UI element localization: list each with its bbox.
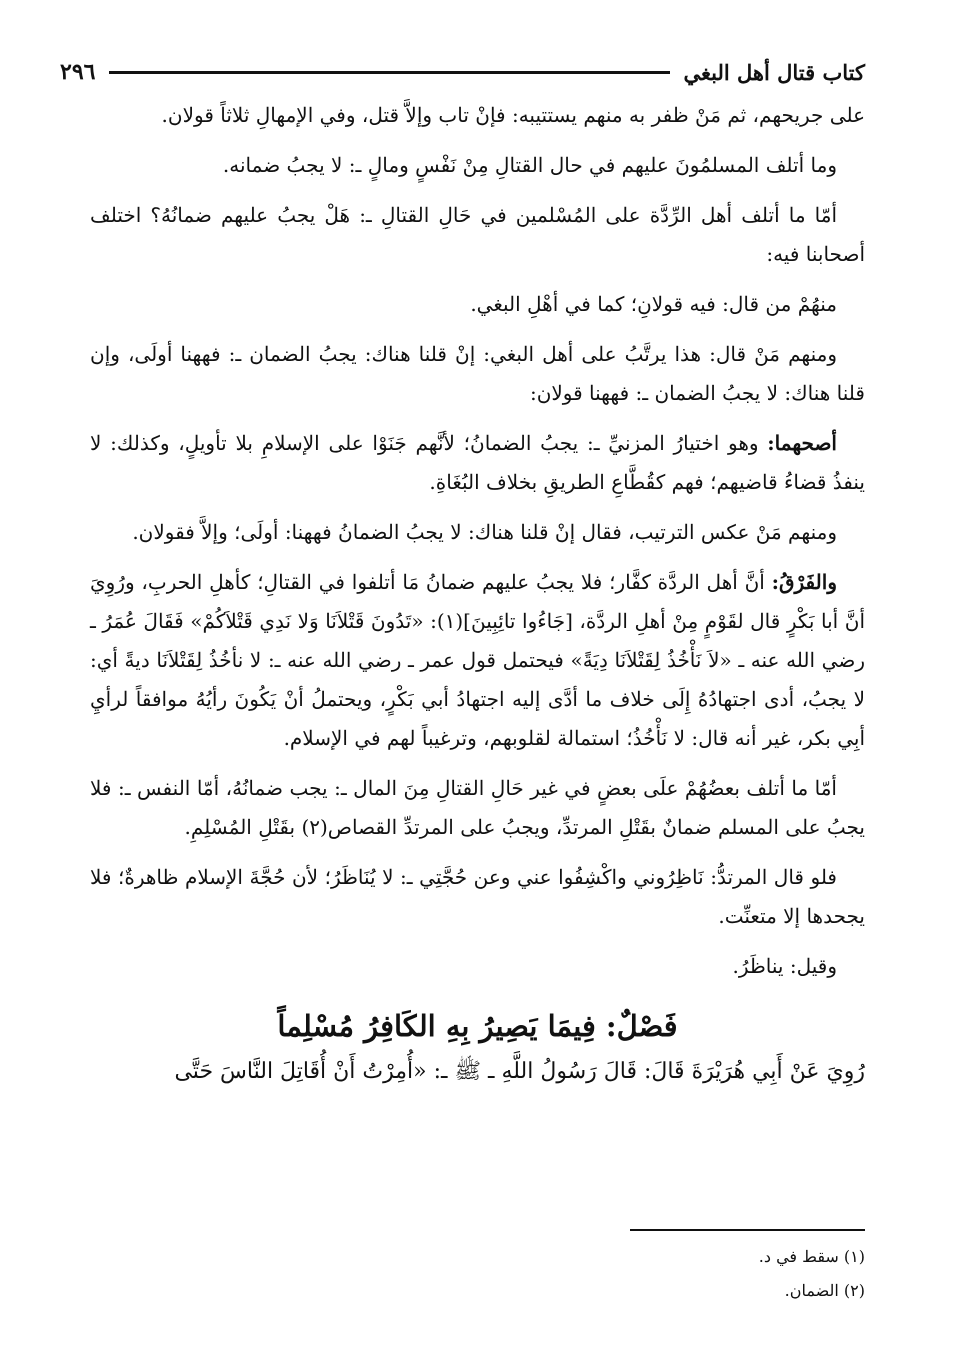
bold-lead-alfarq: والفَرْقُ: (771, 570, 837, 594)
running-header (60, 52, 865, 92)
paragraph-11: وقيل: يناظَرُ. (732, 954, 837, 978)
paragraph-1: على جريحهم، ثم مَنْ ظفر به منهم يستتيبه: فإنْ تاب وإلاَّ قتل، وفي الإمهالِ ثلاثاً قولان. (161, 103, 865, 127)
section-heading: فَصْلٌ: فِيمَا يَصِيرُ بِهِ الكَافِرُ مُسْلِماً (277, 1009, 678, 1043)
bold-lead-asahhuhuma: أصحهما: (767, 431, 837, 455)
paragraph-3: أمّا ما أتلف أهل الرِّدَّة على المُسْلمين في حَالِ القتالِ ـ: هَلْ يجبُ عليهم ضمانُهُ؟ اختلف أصحابنا فيه: (90, 203, 865, 266)
main-text (90, 96, 865, 1102)
paragraph-7: ومنهم مَنْ عكس الترتيب، فقال إنْ قلنا هناك: لا يجبُ الضمانُ فههنا: أولَى؛ وإلاَّ فقولان. (132, 520, 837, 544)
footnote-2: (٢) الضمان. (784, 1281, 865, 1300)
header-rule (109, 71, 669, 74)
paragraph-5: ومنهم مَنْ قال: هذا يرتَّبُ على أهل البغي: إنْ قلنا هناك: يجبُ الضمان ـ: فههنا أولَى، وإن قلنا هناك: لا يجبُ الضمان ـ: فههنا قولان: (90, 342, 865, 405)
footnotes (759, 1240, 865, 1308)
hadith-line: رُوِيَ عَنْ أَبِي هُرَيْرَةَ قَالَ: قَالَ رَسُولُ اللَّهِ ـ ﷺ ـ: «أُمِرْتُ أَنْ أُقَاتِلَ النَّاسَ حَتَّى (174, 1059, 865, 1084)
footnote-rule (630, 1229, 865, 1231)
paragraph-6 (90, 424, 865, 502)
footnote-1: (١) سقط في د. (758, 1247, 865, 1266)
page-number: ٢٩٦ (60, 59, 96, 85)
book-title: كتاب قتال أهل البغي (683, 59, 865, 85)
paragraph-2: وما أتلف المسلمُونَ عليهم في حال القتالِ مِنْ نَفْسٍ ومالٍ ـ: لا يجبُ ضمانه. (222, 153, 837, 177)
paragraph-8-text: أنَّ أهل الردَّة كفَّار؛ فلا يجبُ عليهم ضمانُ مَا أتلفوا في القتالِ؛ كأهلِ الحربِ، ورُوِيَ أنَّ أبا بَكْرٍ قال لقَوْمٍ مِنْ أهلِ الردَّة، [جَاءُوا تائِبِينَ](١): «تَدُونَ قَتْلاَنَا وَلا نَدِي قَتْلاَكُمْ» فَقَالَ عُمَرُ ـ رضي الله عنه ـ «لاَ نَأْخُذُ لِقَتْلاَنَا دِيَةً» فيحتمل قول عمر ـ رضي الله عنه ـ: لا نأخُذُ لِقَتْلاَنَا ديةً أي: لا يجبُ، أدى اجتهادُهُ إِلَى خلاف ما أدَّى إليه اجتهادُ أبي بَكْرٍ، ويحتملُ أنْ يَكُونَ رأيُهُ موافقاً لرأيِ أبِي بكر، غير أنه قال: لا نَأْخُذُ؛ استمالة لقلوبهم، وترغيباً لهم في الإسلام. (90, 570, 866, 750)
paragraph-9: أمّا ما أتلف بعضُهُمْ علَى بعضٍ في غير حَالِ القتالِ مِنَ المال ـ: يجب ضمانُهُ، أمّا النفس ـ: فلا يجبُ على المسلم ضمانٌ بقَتْلِ المرتدِّ، ويجبُ على المرتدِّ القصاص(٢) بقَتْلِ المُسْلِمِ. (90, 776, 865, 839)
paragraph-8 (90, 563, 865, 758)
paragraph-10: فلو قال المرتدُّ: نَاظِرُوني واكْشِفُوا عني وعن حُجَّتِي ـ: لا يُنَاظَرُ؛ لأن حُجَّةَ الإسلام ظاهرةٌ؛ فلا يجحدها إلا متعنِّت. (90, 865, 865, 928)
paragraph-6-text: وهو اختيارُ المزنيِّ ـ: يجبُ الضمانُ؛ لأنَّهم جَنَوْا على الإسلامِ بلا تأويلٍ، وكذلك: لا ينفذُ قضاءُ قاضيهم؛ فهم كقُطَّاعِ الطريقِ بخلاف البُغَاةِ. (90, 431, 865, 494)
paragraph-4: منهُمْ من قال: فيه قولانِ؛ كما في أهْلِ البغي. (470, 292, 837, 316)
